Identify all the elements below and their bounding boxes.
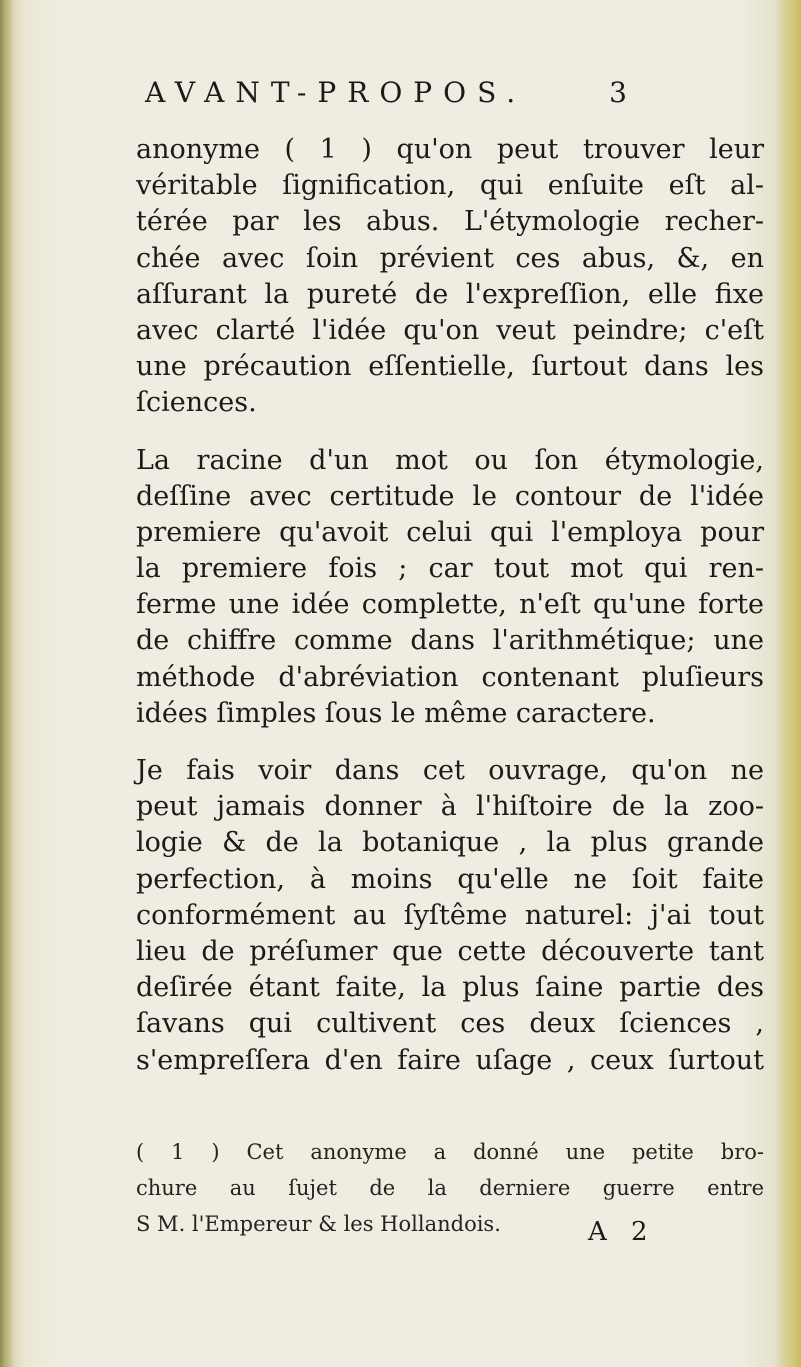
page-number: 3 xyxy=(609,76,627,109)
signature-mark: A 2 xyxy=(588,1217,656,1247)
text-line: deſirée étant faite, la plus ſaine partie des xyxy=(136,972,764,1004)
footnote-line: S M. l'Empereur & les Hollandois. xyxy=(136,1212,501,1237)
text-line: premiere qu'avoit celui qui l'employa pour xyxy=(136,516,764,548)
text-line: logie & de la botanique , la plus grande xyxy=(136,827,764,859)
text-line: Je fais voir dans cet ouvrage, qu'on ne xyxy=(136,755,764,786)
text-line: aſſurant la pureté de l'expreſſion, elle fixe xyxy=(136,278,764,310)
footnote xyxy=(136,1140,764,1249)
text-line: la premiere fois ; car tout mot qui ren- xyxy=(136,553,764,585)
text-line: de chiffre comme dans l'arithmétique; une xyxy=(136,625,764,657)
text-line: avec clarté l'idée qu'on veut peindre; c'eſt xyxy=(136,314,764,346)
running-head-title: AVANT-PROPOS. xyxy=(145,76,527,109)
running-head xyxy=(145,74,635,118)
text-line: idées ſimples ſous le même caractere. xyxy=(136,697,656,729)
text-line: La racine d'un mot ou ſon étymologie, xyxy=(136,444,764,476)
footnote-line: ( 1 ) Cet anonyme a donné une petite bro- xyxy=(136,1140,764,1164)
text-line: véritable ſignification, qui enſuite eſt al- xyxy=(136,170,764,202)
text-line: lieu de préſumer que cette découverte tant xyxy=(136,935,764,967)
text-line: anonyme ( 1 ) qu'on peut trouver leur xyxy=(136,134,764,165)
text-line: ſavans qui cultivent ces deux ſciences , xyxy=(136,1008,764,1040)
page-right-edge xyxy=(775,0,801,1367)
paragraph xyxy=(136,443,764,733)
paragraph xyxy=(136,132,764,422)
main-text xyxy=(136,132,764,1079)
text-line: perfection, à moins qu'elle ne ſoit faite xyxy=(136,863,764,895)
paragraph xyxy=(136,753,764,1079)
text-line: ferme une idée complette, n'eſt qu'une forte xyxy=(136,589,764,621)
text-line: peut jamais donner à l'hiſtoire de la zoo- xyxy=(136,791,764,823)
text-line: térée par les abus. L'étymologie recher- xyxy=(136,206,764,238)
text-line: chée avec ſoin prévient ces abus, &, en xyxy=(136,242,764,274)
text-line: s'empreſſera d'en faire uſage , ceux ſurtout xyxy=(136,1044,764,1076)
text-line: ſciences. xyxy=(136,387,257,419)
text-line: une précaution eſſentielle, ſurtout dans les xyxy=(136,351,764,383)
text-line: méthode d'abréviation contenant pluſieurs xyxy=(136,661,764,693)
footnote-line: chure au ſujet de la derniere guerre entre xyxy=(136,1176,764,1201)
text-line: deſſine avec certitude le contour de l'idée xyxy=(136,480,764,512)
text-line: conformément au ſyſtême naturel: j'ai tout xyxy=(136,899,764,931)
page-left-edge xyxy=(0,0,14,1367)
